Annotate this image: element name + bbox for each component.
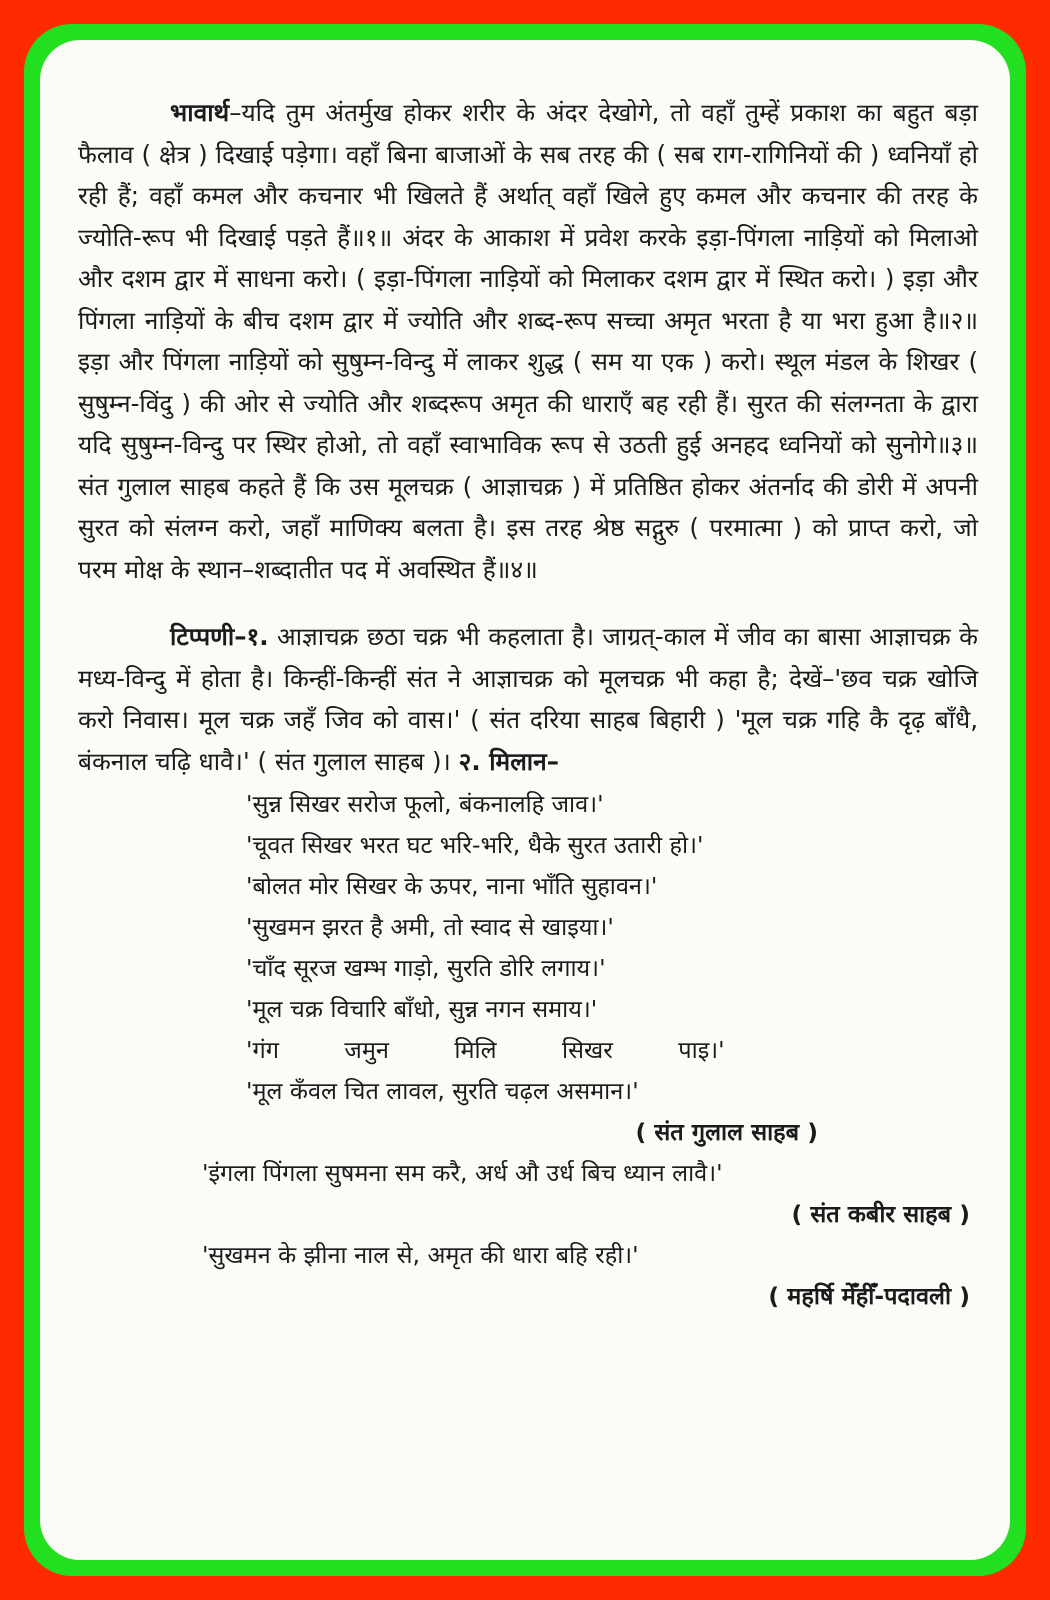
- verse-line: 'चाँद सूरज खम्भ गाड़ो, सुरति डोरि लगाय।': [246, 954, 606, 982]
- verse-line: 'सुन्न सिखर सरोज फूलो, बंकनालहि जाव।': [246, 790, 604, 818]
- quote-mehi: 'सुखमन के झीना नाल से, अमृत की धारा बहि रही।': [202, 1241, 639, 1269]
- attribution-gulal: ( संत गुलाल साहब ): [635, 1118, 818, 1146]
- book-page: [40, 40, 1010, 1560]
- bhavarth-heading: भावार्थ: [170, 98, 230, 127]
- attribution-kabir: ( संत कबीर साहब ): [791, 1200, 970, 1228]
- verse-line: 'सुखमन झरत है अमी, तो स्वाद से खाइया।': [246, 913, 614, 941]
- verse-line: 'गंग जमुन मिलि सिखर पाइ।': [246, 1036, 725, 1064]
- verse-line: 'मूल चक्र विचारि बाँधो, सुन्न नगन समाय।': [246, 995, 598, 1023]
- quote-kabir: 'इंगला पिंगला सुषमना सम करै, अर्ध औ उर्ध बिच ध्यान लावै।': [202, 1159, 723, 1187]
- verse-line: 'बोलत मोर सिखर के ऊपर, नाना भाँति सुहावन।': [246, 872, 658, 900]
- tippani-paragraph: [78, 616, 978, 782]
- verse-line: 'मूल कँवल चित लावल, सुरति चढ़ल असमान।': [246, 1077, 639, 1105]
- tippani-heading: टिप्पणी–१.: [170, 622, 269, 651]
- page-content: [78, 92, 978, 1317]
- attribution-mehi: ( महर्षि मेँहीँ-पदावली ): [768, 1282, 970, 1310]
- verse-list: [246, 784, 978, 1112]
- milan-heading: २. मिलान–: [458, 746, 560, 776]
- tippani-text: आज्ञाचक्र छठा चक्र भी कहलाता है। जाग्रत्-काल में जीव का बासा आज्ञाचक्र के मध्य-विन्दु में होता है। किन्हीं-किन्हीं संत ने आज्ञाचक्र को मूलचक्र भी कहा है; देखें–'छव चक्र खोजि करो निवास। मूल चक्र जहँ जिव को वास।' ( संत दरिया साहब बिहारी ) 'मूल चक्र गहि कै दृढ़ बाँधै, बंकनाल चढ़ि धावै।' ( संत गुलाल साहब )।: [78, 622, 978, 776]
- bhavarth-text: –यदि तुम अंतर्मुख होकर शरीर के अंदर देखोगे, तो वहाँ तुम्हें प्रकाश का बहुत बड़ा फैलाव ( क्षेत्र ) दिखाई पड़ेगा। वहाँ बिना बाजाओं के सब तरह की ( सब राग-रागिनियों की ) ध्वनियाँ हो रही हैं; वहाँ कमल और कचनार भी खिलते हैं अर्थात् वहाँ खिले हुए कमल और कचनार की तरह के ज्योति-रूप भी दिखाई पड़ते हैं॥१॥ अंदर के आकाश में प्रवेश करके इड़ा-पिंगला नाड़ियों को मिलाओ और दशम द्वार में साधना करो। ( इड़ा-पिंगला नाड़ियों को मिलाकर दशम द्वार में स्थित करो। ) इड़ा और पिंगला नाड़ियों के बीच दशम द्वार में ज्योति और शब्द-रूप सच्चा अमृत भरता है या भरा हुआ है॥२॥ इड़ा और पिंगला नाड़ियों को सुषुम्न-विन्दु में लाकर शुद्ध ( सम या एक ) करो। स्थूल मंडल के शिखर ( सुषुम्न-विंदु ) की ओर से ज्योति और शब्दरूप अमृत की धाराएँ बह रही हैं। सुरत की संलग्नता के द्वारा यदि सुषुम्न-विन्दु पर स्थिर होओ, तो वहाँ स्वाभाविक रूप से उठती हुई अनहद ध्वनियों को सुनोगे॥३॥ संत गुलाल साहब कहते हैं कि उस मूलचक्र ( आज्ञाचक्र ) में प्रतिष्ठित होकर अंतर्नाद की डोरी में अपनी सुरत को संलग्न करो, जहाँ माणिक्य बलता है। इस तरह श्रेष्ठ सद्गुरु ( परमात्मा ) को प्राप्त करो, जो परम मोक्ष के स्थान–शब्दातीत पद में अवस्थित हैं॥४॥: [78, 98, 978, 584]
- verse-line: 'चूवत सिखर भरत घट भरि-भरि, धैके सुरत उतारी हो।': [246, 831, 704, 859]
- bhavarth-paragraph: [78, 92, 978, 590]
